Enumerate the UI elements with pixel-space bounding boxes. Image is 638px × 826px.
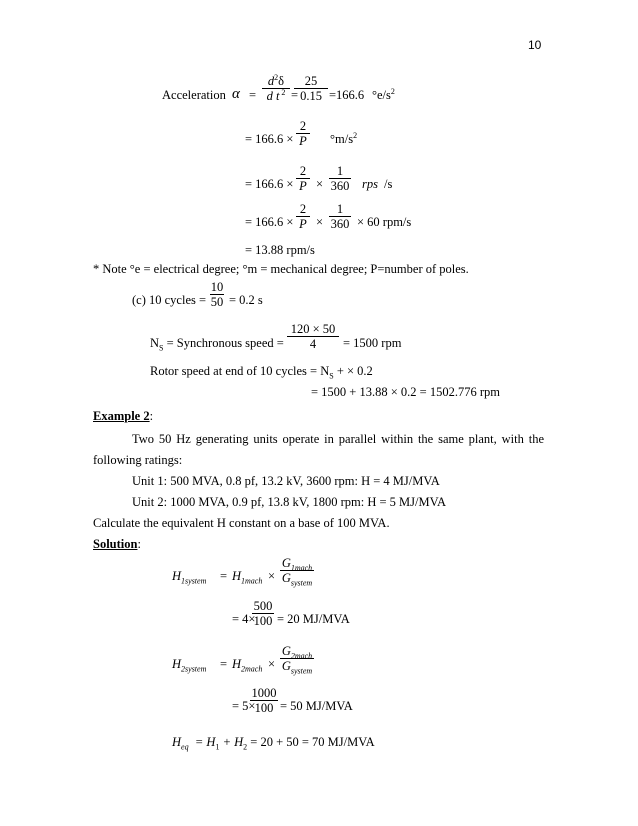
note: * Note °e = electrical degree; °m = mechanical degree; P=number of poles. (93, 262, 469, 276)
h2-mach-rhs: $H_{2mach}$ (232, 657, 263, 674)
times: × (268, 657, 276, 671)
derivative-fraction: $d^2\delta$ d t $^2$ (262, 74, 290, 103)
line4-lead: = 166.6 × (245, 215, 294, 229)
rps-unit: rps (362, 177, 378, 191)
example-para-1: Two 50 Hz generating units operate in parallel within the same plant, with the (132, 432, 544, 446)
page-number: 10 (528, 38, 542, 52)
h2-calc-fraction: 1000 100 (251, 686, 277, 715)
line2-lead: = 166.6 × (245, 132, 294, 146)
fraction-2-over-P: 2 P (296, 119, 310, 148)
h1-system-lhs: $H_{1system}$ (172, 569, 207, 586)
g1-over-gsystem: $G_{1mach}$ $G_{system}$ (281, 556, 313, 588)
rotor-line-2: = 1500 + 13.88 × 0.2 = 1502.776 rpm (311, 385, 500, 399)
h1-calc-lead: = 4× (232, 612, 256, 626)
cycles-fraction: 10 50 (210, 280, 224, 309)
part-c-result: = 0.2 s (229, 293, 263, 307)
sync-label: $N_S$ = Synchronous speed = (150, 336, 284, 353)
denominator-015: 0.15 (300, 89, 322, 103)
acceleration-unit: $^\circ e/s^2$ (372, 86, 395, 102)
times-sign: × (316, 215, 324, 229)
fraction-2-over-P-4: 2 P (296, 202, 310, 231)
fraction-2-over-P-3: 2 P (296, 164, 310, 193)
h1-result: = 20 MJ/MVA (277, 612, 350, 626)
dt-denominator: d t (266, 89, 280, 103)
acceleration-result: =166.6 (329, 88, 365, 102)
value-fraction (294, 74, 328, 103)
equals: = (220, 657, 228, 671)
h2-calc-lead: = 5× (232, 699, 256, 713)
equals: = (220, 569, 228, 583)
part-c-label: (c) 10 cycles = (132, 293, 207, 307)
times-sign: × (316, 177, 324, 191)
example-para-2: following ratings: (93, 453, 183, 467)
h1-mach-rhs: $H_{1mach}$ (232, 569, 263, 586)
h1-calc-fraction: 500 100 (253, 599, 273, 628)
rotor-line-1: Rotor speed at end of 10 cycles = $N_S$ + × 0.2 (150, 364, 373, 381)
g2-over-gsystem: $G_{2mach}$ $G_{system}$ (281, 644, 313, 676)
numerator-25: 25 (304, 74, 318, 88)
fraction-1-over-360-4: 1 360 (330, 202, 350, 231)
fraction-1-over-360: 1 360 (330, 164, 350, 193)
d2-numerator: d (267, 74, 275, 88)
example-heading: Example 2: (93, 409, 154, 423)
line2-unit: $^\circ m/s^2$ (330, 130, 358, 146)
unit-2-rating: Unit 2: 1000 MVA, 0.9 pf, 13.8 kV, 1800 rpm: H = 5 MJ/MVA (132, 495, 447, 509)
alpha-symbol: α (232, 86, 240, 102)
sync-result: = 1500 rpm (343, 336, 402, 350)
acceleration-label: Acceleration (162, 88, 226, 102)
acceleration-final: = 13.88 rpm/s (245, 243, 315, 257)
delta-symbol: δ (278, 74, 285, 88)
example-task: Calculate the equivalent H constant on a base of 100 MVA. (93, 516, 390, 530)
times: × (268, 569, 276, 583)
line3-lead: = 166.6 × (245, 177, 294, 191)
h2-system-lhs: $H_{2system}$ (172, 657, 207, 674)
solution-heading: Solution: (93, 537, 141, 551)
unit-1-rating: Unit 1: 500 MVA, 0.8 pf, 13.2 kV, 3600 rpm: H = 4 MJ/MVA (132, 474, 440, 488)
sync-fraction: 120 × 50 4 (287, 322, 339, 351)
equals-sign: = (249, 88, 257, 102)
h2-result: = 50 MJ/MVA (280, 699, 353, 713)
per-second: /s (384, 177, 393, 191)
line4-tail: × 60 rpm/s (357, 215, 412, 229)
heq-line: $H_{eq} = H_1 + H_2 = 20 + 50 = 70$ MJ/MVA (172, 735, 375, 752)
